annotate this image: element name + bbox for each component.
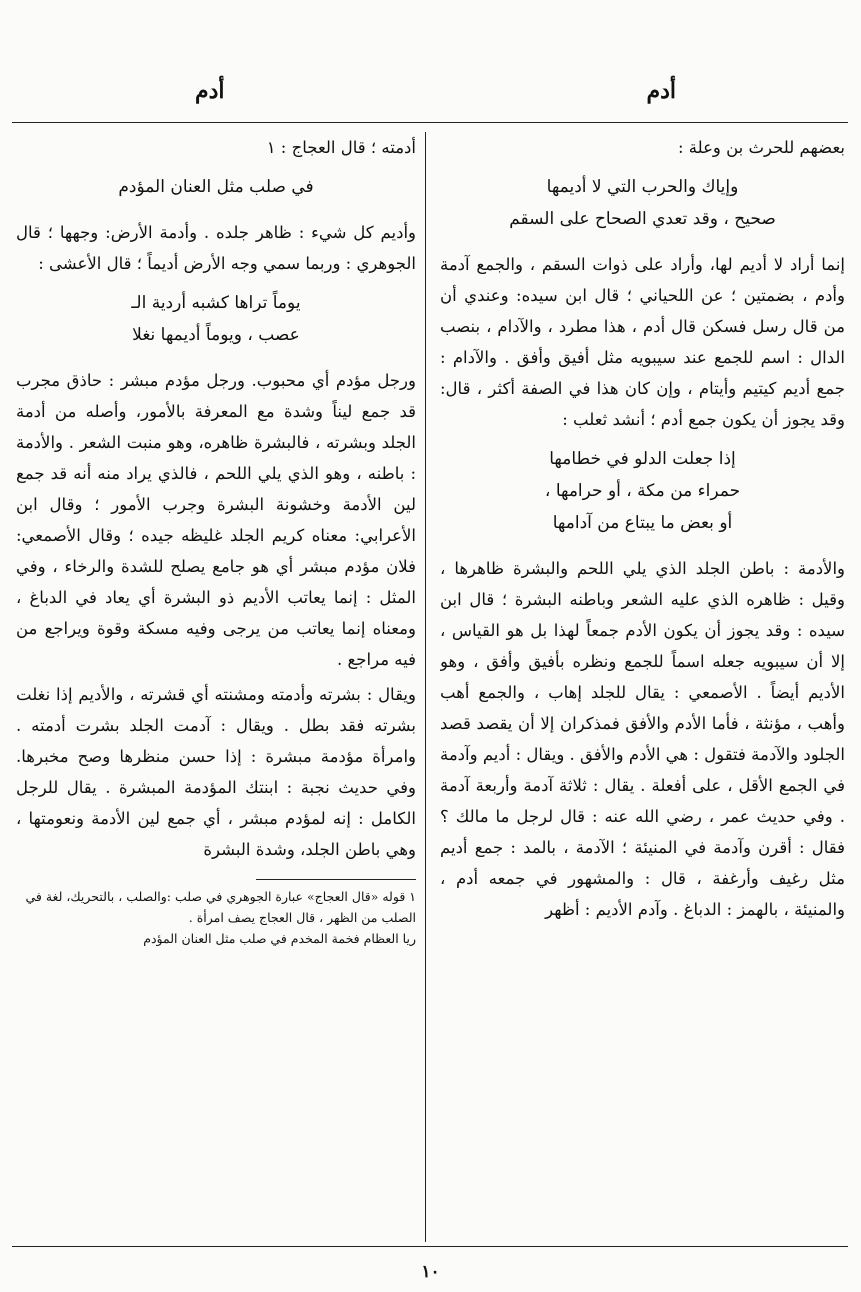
footnote-line: ١ قوله «قال العجاج» عبارة الجوهري في صلب :والصلب ، بالتحريك، لغة في الصلب من الظهر ، قال العجاج يصف امرأة . [25,889,416,925]
paragraph: إنما أراد لا أديم لها، وأراد على ذوات السقم ، والجمع آدمة وأدم ، بضمتين ؛ عن اللحياني ؛ قال ابن سيده: وعندي أن من قال رسل فسكن قال أدم ، هذا مطرد ، والآدام ، بنصب الدال : اسم للجمع عند سيبويه مثل أفيق وأفق . والآدام : جمع أديم كيتيم وأيتام ، وإن كان هذا في الصفة أكثر ، قال: وقد يجوز أن يكون جمع أدم ؛ أنشد ثعلب : [440,255,845,429]
paragraph: ورجل مؤدم أي محبوب. ورجل مؤدم مبشر : حاذق مجرب قد جمع ليناً وشدة مع المعرفة بالأمور، وأصله من أدمة الجلد وبشرته ، فالبشرة ظاهره، وهو منبت الشعر . والأدمة : باطنه ، وهو الذي يلي اللحم ، فالذي يراد منه أنه قد جمع لين الأدمة وخشونة البشرة وجرب الأمور ؛ وقال ابن الأعرابي: معناه كريم الجلد غليظه جيده ؛ وقال الأصمعي: فلان مؤدم مبشر أي هو جامع يصلح للشدة والرخاء ، وفي المثل : إنما يعاتب الأديم ذو البشرة أي يعاد في الدباغ ، ومعناه إنما يعاتب من يرجى وفيه مسكة وقوة ويراجع من فيه مراجع . [16,371,416,669]
verse-line: وإياك والحرب التي لا أديمها [546,177,739,197]
running-head-right: أدم [646,78,676,104]
footnote-line: ريا العظام فخمة المخدم في صلب مثل العنان المؤدم [143,931,416,946]
paragraph: ويقال : بشرته وأدمته ومشنته أي قشرته ، والأديم إذا نغلت بشرته فقد بطل . ويقال : آدمت الجلد بشرت أدمته . وامرأة مؤدمة مبشرة : إذا حسن منظرها وصح مخبرها. وفي حديث نجبة : ابنتك المؤدمة المبشرة . يقال للرجل الكامل : إنه لمؤدم مبشر ، أي جمع لين الأدمة ونعومتها ، وهي باطن الجلد، وشدة البشرة [16,685,416,859]
verse-line: في صلب مثل العنان المؤدم [118,177,314,197]
verse-line: حمراء من مكة ، أو حرامها ، [544,481,741,501]
paragraph: والأدمة : باطن الجلد الذي يلي اللحم والبشرة ظاهرها ، وقيل : ظاهره الذي عليه الشعر وباطنه البشرة ؛ قال ابن سيده : وقد يجوز أن يكون الأدم جمعاً لهذا بل هو القياس ، إلا أن سيبويه جعله اسماً للجمع ونظره بأفيق وأفق ، وهو الأديم أيضاً . الأصمعي : يقال للجلد إهاب ، والجمع أهب وأهب ، مؤنثة ، فأما الأدم والأفق فمذكران إلا أن يقصد قصد الجلود والآدمة فتقول : هي الأدم والأفق . ويقال : أديم وآدمة في الجمع الأقل ، على أفعلة . يقال : ثلاثة آدمة وأربعة آدمة . وفي حديث عمر ، رضي الله عنه : قال لرجل ما مالك ؟ فقال : أقرن وآدمة في المنيئة ؛ الآدمة ، بالمد : جمع أديم مثل رغيف وأرغفة ، قال : والمشهور في جمعه أدم ، والمنيئة ، بالهمز : الدباغ . وآدم الأديم : أظهر [440,559,845,919]
page-header [0,78,861,118]
paragraph: بعضهم للحرث بن وعلة : [677,138,845,157]
verse-line: صحيح ، وقد تعدي الصحاح على السقم [509,209,776,229]
column-divider [425,132,426,1242]
verse-line: إذا جعلت الدلو في خطامها [549,449,736,469]
verse-line: أو بعض ما يبتاع من آدامها [552,513,733,533]
verse-block [440,443,845,539]
paragraph: وأديم كل شيء : ظاهر جلده . وأدمة الأرض: وجهها ؛ قال الجوهري : وربما سمي وجه الأرض أديماً ؛ قال الأعشى : [16,223,416,273]
left-column [16,132,416,1242]
footnote-rule [256,879,416,880]
footnote [16,886,416,949]
header-rule [12,122,848,123]
right-column [440,132,845,1242]
page-number: ١٠ [421,1262,440,1282]
verse-block [440,171,845,235]
verse-block [16,287,416,351]
verse-line: عصب ، ويوماً أديمها نغلا [132,325,300,345]
verse-block [16,171,416,203]
running-head-left: أدم [195,78,225,104]
footer-rule [12,1246,848,1247]
verse-line: يوماً تراها كشبه أردية الـ [131,293,301,313]
paragraph: أدمته ؛ قال العجاج : ١ [266,138,416,157]
